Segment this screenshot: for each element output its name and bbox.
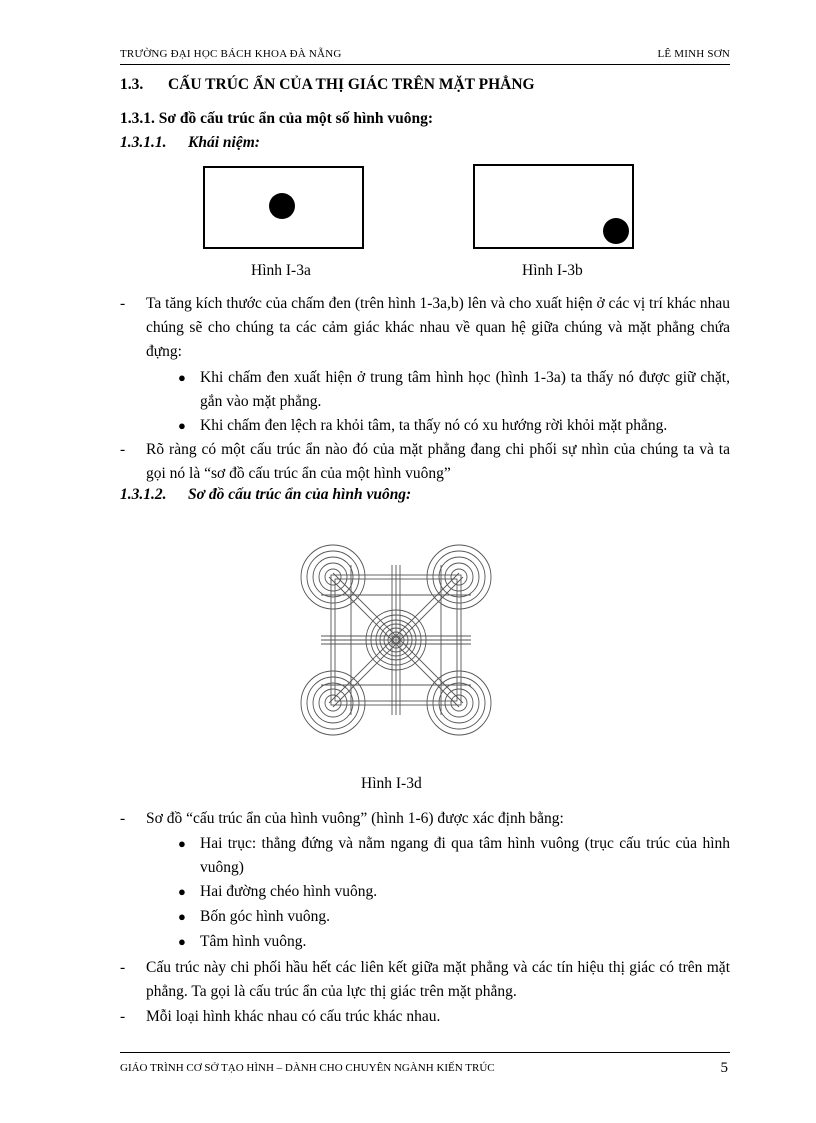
paragraph-3-text: Sơ đồ “cấu trúc ẩn của hình vuông” (hình 1-6) được xác định bằng: — [146, 810, 564, 827]
bullet-marker: ● — [178, 934, 186, 949]
header-school: TRƯỜNG ĐẠI HỌC BÁCH KHOA ĐÀ NẴNG — [120, 48, 342, 60]
structure-item-4 — [172, 930, 730, 954]
figure-3d-caption: Hình I-3d — [361, 775, 422, 792]
section-title: CẤU TRÚC ẨN CỦA THỊ GIÁC TRÊN MẶT PHẲNG — [168, 76, 535, 93]
paragraph-1-text: Ta tăng kích thước của chấm đen (trên hình 1-3a,b) lên và cho xuất hiện ở các vị trí khác nhau chúng sẽ cho chúng ta các cảm giác khác nhau về quan hệ giữa chúng và mặt phẳng chứa đựng: — [146, 295, 730, 360]
structure-item-2 — [172, 880, 730, 904]
paragraph-4 — [120, 956, 730, 1004]
footer-title: GIÁO TRÌNH CƠ SỞ TẠO HÌNH – DÀNH CHO CHUYÊN NGÀNH KIẾN TRÚC — [120, 1062, 495, 1074]
figure-3b-frame — [473, 164, 634, 249]
bullet-item-2 — [172, 414, 730, 438]
bullet-marker: ● — [178, 836, 186, 851]
bullet-item-1-text: Khi chấm đen xuất hiện ở trung tâm hình học (hình 1-3a) ta thấy nó được giữ chặt, gắn vào mặt phẳng. — [200, 369, 730, 410]
header-author: LÊ MINH SƠN — [657, 48, 730, 60]
section-number: 1.3. — [120, 76, 144, 93]
dash-marker: - — [120, 959, 126, 976]
subsubsection-number-2: 1.3.1.2. — [120, 486, 167, 503]
dash-marker: - — [120, 1008, 126, 1025]
footer-rule — [120, 1052, 730, 1053]
structure-item-1 — [172, 832, 730, 880]
paragraph-4-text: Cấu trúc này chi phối hầu hết các liên kết giữa mặt phẳng và các tín hiệu thị giác có trên mặt phẳng. Ta gọi là cấu trúc ẩn của lực thị giác trên mặt phẳng. — [146, 959, 730, 1000]
bullet-item-2-text: Khi chấm đen lệch ra khỏi tâm, ta thấy nó có xu hướng rời khỏi mặt phẳng. — [200, 417, 668, 434]
corner-arcs-top-left — [301, 545, 365, 609]
bullet-marker: ● — [178, 370, 186, 385]
paragraph-5-text: Mỗi loại hình khác nhau có cấu trúc khác nhau. — [146, 1008, 441, 1025]
corner-arcs-bottom-left — [301, 671, 365, 735]
structure-item-1-text: Hai trục: thẳng đứng và nằm ngang đi qua tâm hình vuông (trục cấu trúc của hình vuông) — [200, 835, 730, 876]
subsubsection-heading-2 — [120, 486, 411, 504]
bullet-marker: ● — [178, 418, 186, 433]
subsubsection-heading-1 — [120, 134, 260, 152]
subsubsection-title-2: Sơ đồ cấu trúc ẩn của hình vuông: — [188, 486, 412, 503]
corner-arcs-top-right — [427, 545, 491, 609]
figure-3b-caption: Hình I-3b — [522, 262, 583, 279]
header-rule — [120, 64, 730, 65]
subsubsection-title-1: Khái niệm: — [188, 134, 260, 151]
subsubsection-number-1: 1.3.1.1. — [120, 134, 167, 151]
paragraph-5 — [120, 1005, 730, 1029]
paragraph-1 — [120, 292, 730, 364]
page-number: 5 — [720, 1060, 728, 1076]
paragraph-3 — [120, 807, 730, 831]
figure-3a-caption: Hình I-3a — [251, 262, 311, 279]
paragraph-2-text: Rõ ràng có một cấu trúc ẩn nào đó của mặt phẳng đang chi phối sự nhìn của chúng ta và ta gọi nó là “sơ đồ cấu trúc ẩn của một hình vuông” — [146, 441, 730, 482]
corner-arcs-bottom-right — [427, 671, 491, 735]
bullet-item-1 — [172, 366, 730, 414]
dash-marker: - — [120, 810, 126, 827]
figure-3a-frame — [203, 166, 364, 249]
figure-3a-dot — [269, 193, 295, 219]
structure-item-4-text: Tâm hình vuông. — [200, 933, 307, 950]
dash-marker: - — [120, 295, 126, 312]
subsection-heading: 1.3.1. Sơ đồ cấu trúc ẩn của một số hình vuông: — [120, 110, 434, 127]
figure-3b-dot — [603, 218, 629, 244]
structure-item-3-text: Bốn góc hình vuông. — [200, 908, 331, 925]
paragraph-2 — [120, 438, 730, 486]
bullet-marker: ● — [178, 909, 186, 924]
hidden-structure-diagram — [296, 540, 496, 740]
structure-item-3 — [172, 905, 730, 929]
structure-item-2-text: Hai đường chéo hình vuông. — [200, 883, 378, 900]
page-header — [120, 48, 730, 64]
section-heading — [120, 76, 535, 94]
dash-marker: - — [120, 441, 126, 458]
bullet-marker: ● — [178, 884, 186, 899]
